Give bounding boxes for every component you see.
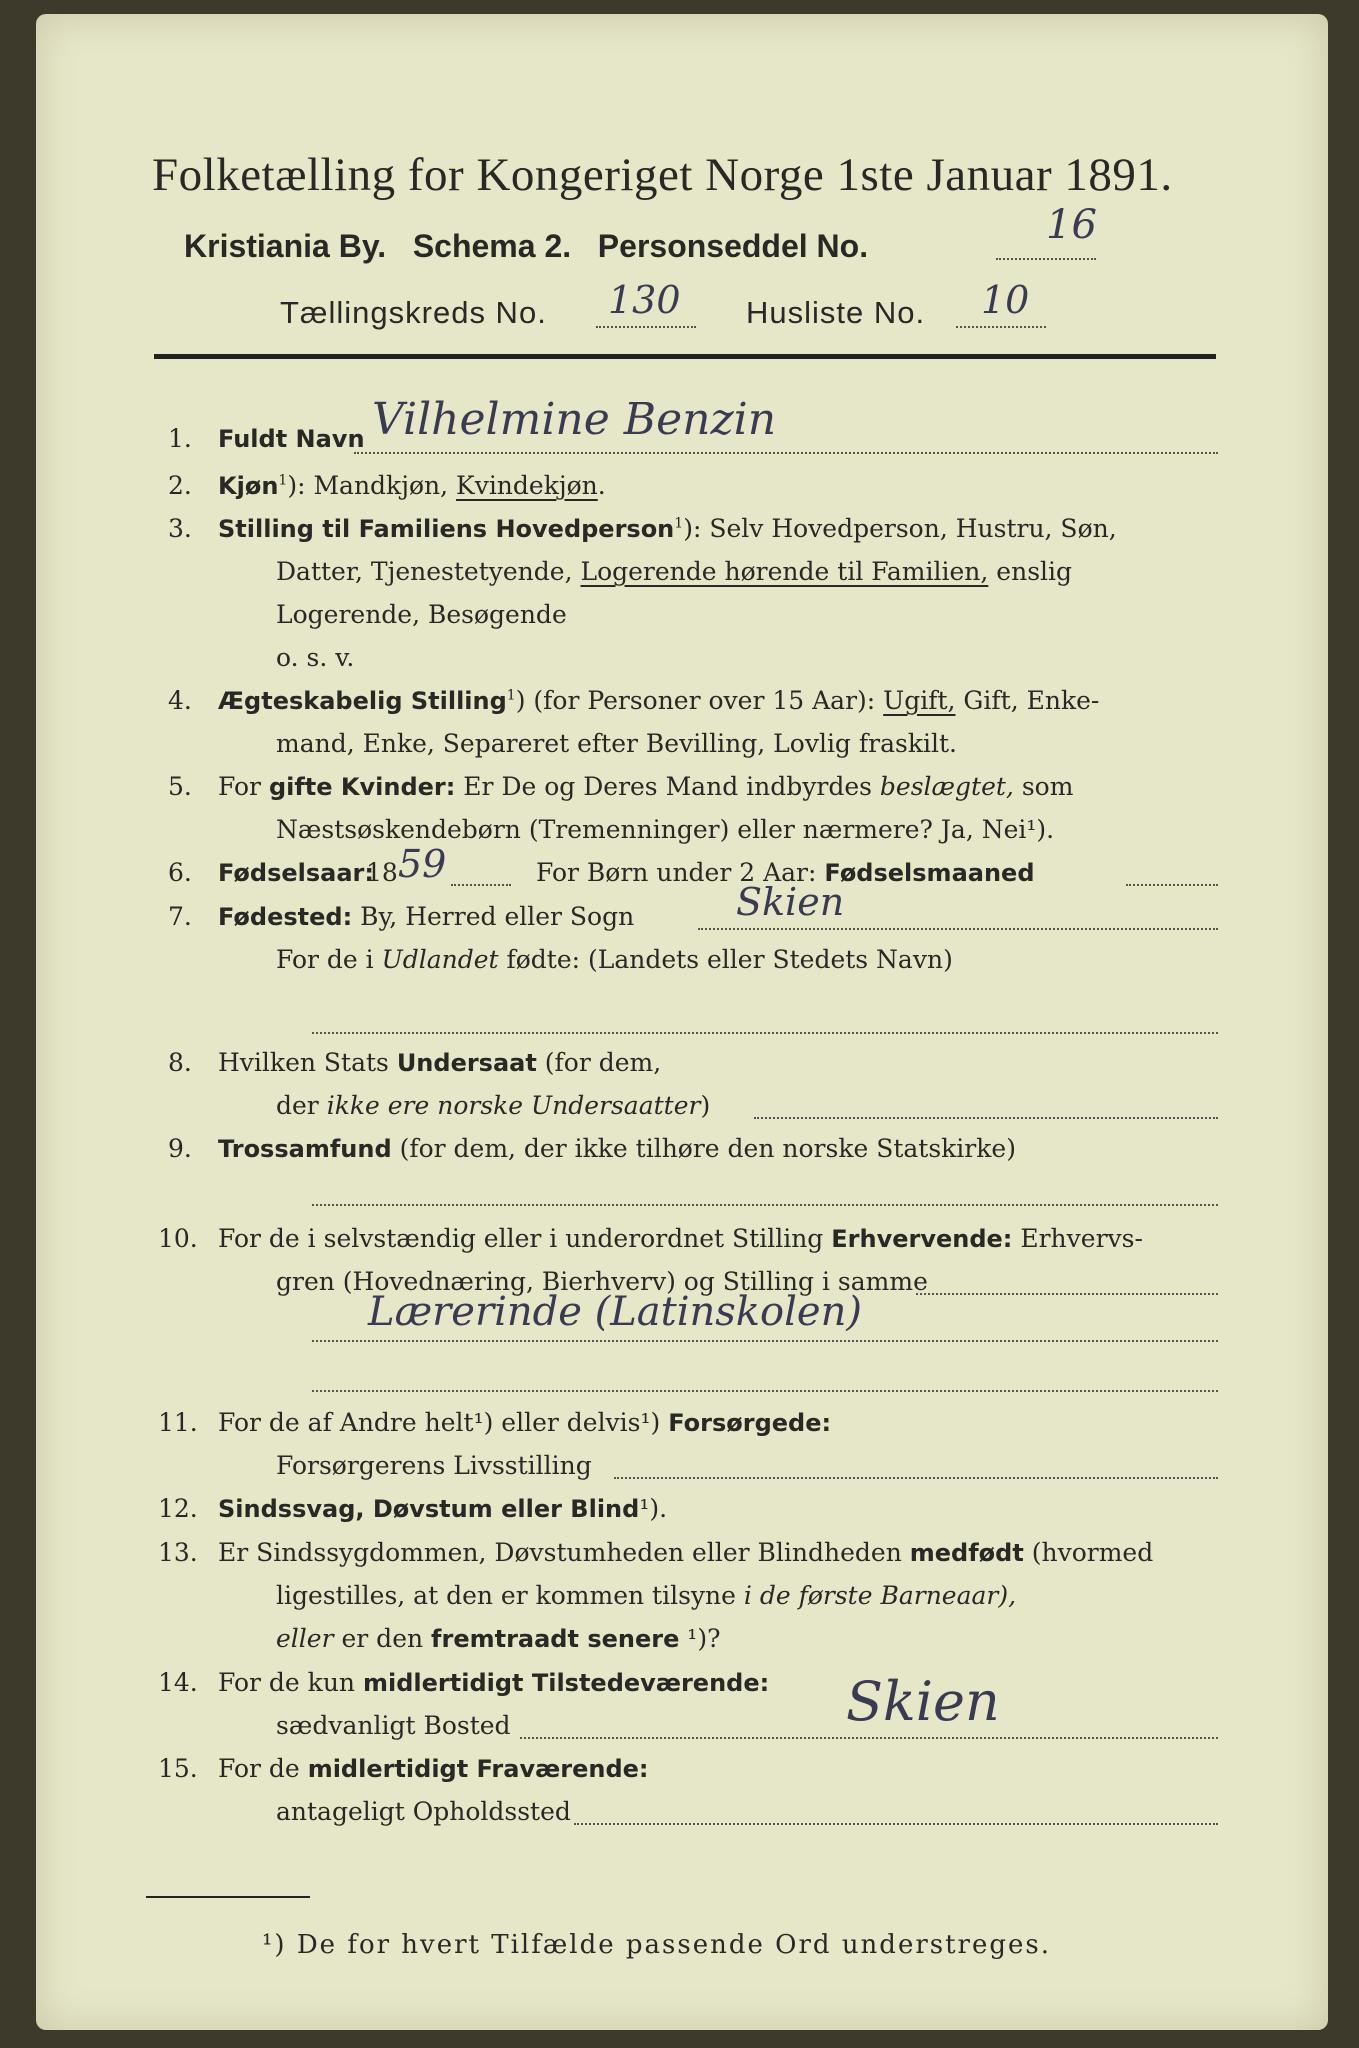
- dotted-line: [698, 928, 1218, 930]
- birthplace-question: Fødested: By, Herred eller Sogn: [218, 902, 635, 931]
- form-title: Folketælling for Kongeriget Norge 1ste Januar 1891.: [152, 149, 1173, 201]
- position-question-line1: Stilling til Familiens Hovedperson$^1$): Selv Hovedperson, Hustru, Søn,: [218, 514, 1117, 543]
- footnote-divider: [146, 1896, 310, 1898]
- congenital-question-line2: ligestilles, at den er kommen tilsyne i de første Barneaar),: [276, 1581, 1017, 1610]
- temporary-present-question: For de kun midlertidigt Tilstedeværende:: [218, 1668, 770, 1697]
- kreds-number: 130: [608, 278, 681, 322]
- birthplace-answer: Skien: [736, 880, 845, 924]
- item-number: 1.: [168, 424, 192, 453]
- position-question-line2: Datter, Tjenestetyende, Logerende hørende til Familien, enslig: [276, 557, 1073, 586]
- occupation-question-line1: For de i selvstændig eller i underordnet Stilling Erhvervende: Erhvervs-: [218, 1224, 1143, 1253]
- husliste-number: 10: [981, 278, 1030, 322]
- item-number: 10.: [158, 1224, 198, 1253]
- item-number: 3.: [168, 514, 192, 543]
- dotted-line: [312, 1204, 1218, 1206]
- birth-month-question: For Børn under 2 Aar: Fødselsmaaned: [536, 858, 1035, 887]
- probable-residence-label: antageligt Opholdssted: [276, 1797, 571, 1826]
- dotted-line: [451, 884, 511, 886]
- city-label: Kristiania By.: [184, 228, 387, 264]
- marital-question-line2: mand, Enke, Separeret efter Bevilling, Lovlig fraskilt.: [276, 729, 957, 758]
- item-number: 12.: [158, 1494, 198, 1523]
- disability-question: Sindssvag, Døvstum eller Blind¹).: [218, 1494, 668, 1523]
- schema-label: Schema 2.: [412, 228, 572, 264]
- usual-residence-answer: Skien: [846, 1670, 1000, 1733]
- item-number: 14.: [158, 1668, 198, 1697]
- citizenship-question-line1: Hvilken Stats Undersaat (for dem,: [218, 1048, 662, 1077]
- personseddel-label: Personseddel No.: [597, 228, 869, 264]
- dotted-line: [916, 1293, 1218, 1295]
- item-number: 2.: [168, 471, 192, 500]
- position-question-line3: Logerende, Besøgende: [276, 600, 567, 629]
- foreign-birthplace-question: For de i Udlandet fødte: (Landets eller Stedets Navn): [276, 945, 953, 974]
- married-women-question-line2: Næstsøskendebørn (Tremenninger) eller nærmere? Ja, Nei¹).: [276, 815, 1055, 844]
- item-number: 13.: [158, 1538, 198, 1567]
- position-question-line4: o. s. v.: [276, 643, 355, 672]
- dotted-line: [354, 452, 1218, 454]
- dotted-line: [312, 1340, 1218, 1342]
- occupation-answer: Lærerinde (Latinskolen): [368, 1289, 862, 1335]
- dotted-line: [754, 1117, 1218, 1119]
- full-name-label: Fuldt Navn: [218, 425, 365, 453]
- congenital-question-line3: eller er den fremtraadt senere ¹)?: [276, 1624, 721, 1653]
- kreds-label: Tællingskreds No.: [280, 295, 547, 330]
- header-divider: [154, 354, 1216, 359]
- personseddel-number: 16: [1046, 202, 1097, 248]
- husliste-label: Husliste No.: [746, 295, 926, 330]
- religion-question: Trossamfund (for dem, der ikke tilhøre den norske Statskirke): [218, 1134, 1016, 1163]
- usual-residence-label: sædvanligt Bosted: [276, 1711, 511, 1740]
- item-number: 11.: [158, 1408, 198, 1437]
- sex-question: Kjøn$^1$): Mandkjøn, Kvindekjøn.: [218, 471, 606, 500]
- temporary-absent-question: For de midlertidigt Fraværende:: [218, 1754, 649, 1783]
- census-form-sheet: [36, 14, 1328, 2030]
- position-selected: Logerende hørende til Familien,: [580, 557, 989, 586]
- marital-selected: Ugift,: [883, 686, 956, 715]
- item-number: 15.: [158, 1754, 198, 1783]
- birth-year-prefix: 18: [366, 858, 398, 887]
- birth-year-label: Fødselsaar:: [218, 859, 374, 887]
- dotted-line: [996, 258, 1096, 260]
- congenital-question-line1: Er Sindssygdommen, Døvstumheden eller Blindheden medfødt (hvormed: [218, 1538, 1154, 1567]
- item-number: 7.: [168, 902, 192, 931]
- item-number: 8.: [168, 1048, 192, 1077]
- dotted-line: [312, 1390, 1218, 1392]
- dotted-line: [956, 326, 1046, 328]
- supported-question-line1: For de af Andre helt¹) eller delvis¹) Forsørgede:: [218, 1408, 832, 1437]
- dotted-line: [312, 1032, 1218, 1034]
- occupation-question-line2: gren (Hovednæring, Bierhverv) og Stilling i samme: [276, 1267, 928, 1296]
- supported-question-line2: Forsørgerens Livsstilling: [276, 1451, 592, 1480]
- full-name-answer: Vilhelmine Benzin: [372, 394, 777, 445]
- married-women-question-line1: For gifte Kvinder: Er De og Deres Mand indbyrdes beslægtet, som: [218, 772, 1074, 801]
- dotted-line: [520, 1737, 1218, 1739]
- dotted-line: [1126, 884, 1218, 886]
- citizenship-question-line2: der ikke ere norske Undersaatter): [276, 1091, 711, 1120]
- item-number: 6.: [168, 858, 192, 887]
- marital-question-line1: Ægteskabelig Stilling$^1$) (for Personer over 15 Aar): Ugift, Gift, Enke-: [218, 686, 1100, 715]
- birth-year-answer: 59: [398, 842, 447, 886]
- footnote: ¹) De for hvert Tilfælde passende Ord understreges.: [262, 1930, 1052, 1960]
- dotted-line: [596, 326, 696, 328]
- header-line-2: [184, 228, 868, 265]
- item-number: 9.: [168, 1134, 192, 1163]
- sex-selected-female: Kvindekjøn: [456, 471, 598, 500]
- dotted-line: [614, 1477, 1218, 1479]
- item-number: 5.: [168, 772, 192, 801]
- item-number: 4.: [168, 686, 192, 715]
- dotted-line: [574, 1823, 1218, 1825]
